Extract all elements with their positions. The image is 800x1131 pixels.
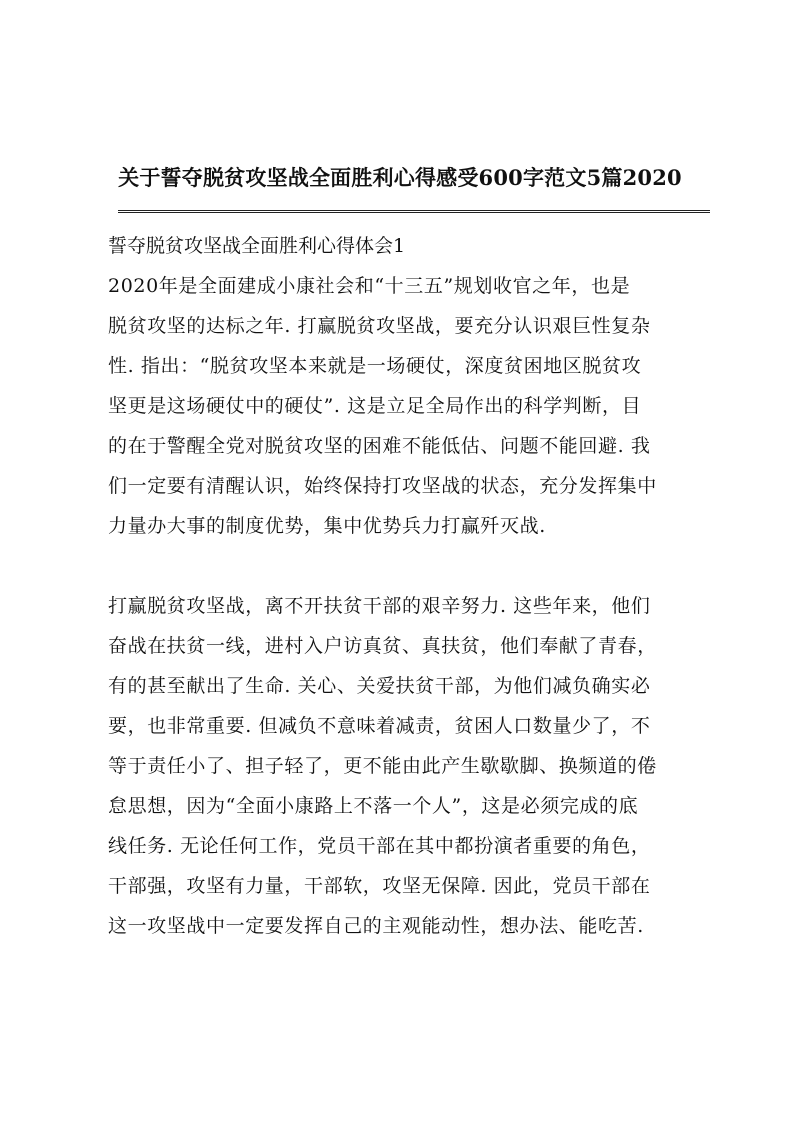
paragraph-line: 脱贫攻坚的达标之年. 打赢脱贫攻坚战，要充分认识艰巨性复杂 <box>108 315 651 337</box>
paragraph-line: 等于责任小了、担子轻了，更不能由此产生歇歇脚、换频道的倦 <box>108 755 657 777</box>
paragraph-1 <box>108 266 712 546</box>
paragraph-line: 奋战在扶贫一线，进村入户访真贫、真扶贫，他们奉献了青春， <box>108 635 657 657</box>
paragraph-line: 打赢脱贫攻坚战，离不开扶贫干部的艰辛努力. 这些年来，他们 <box>108 595 651 617</box>
section-heading: 誓夺脱贫攻坚战全面胜利心得体会1 <box>108 235 406 257</box>
paragraph-spacer <box>108 546 712 586</box>
paragraph-line: 的在于警醒全党对脱贫攻坚的困难不能低估、问题不能回避. 我 <box>108 435 651 457</box>
paragraph-line: 坚更是这场硬仗中的硬仗”. 这是立足全局作出的科学判断，目 <box>108 395 642 417</box>
paragraph-line: 有的甚至献出了生命. 关心、关爱扶贫干部，为他们减负确实必 <box>108 675 651 697</box>
paragraph-2 <box>108 586 712 946</box>
paragraph-line: 力量办大事的制度优势，集中优势兵力打赢歼灭战. <box>108 515 546 537</box>
document-body <box>108 226 712 946</box>
paragraph-line: 怠思想，因为“全面小康路上不落一个人”，这是必须完成的底 <box>108 795 639 817</box>
paragraph-line: 2020年是全面建成小康社会和“十三五”规划收官之年，也是 <box>108 275 631 297</box>
title-underline-rule <box>118 210 710 213</box>
paragraph-line: 这一攻坚战中一定要发挥自己的主观能动性，想办法、能吃苦. <box>108 915 644 937</box>
paragraph-line: 们一定要有清醒认识，始终保持打攻坚战的状态，充分发挥集中 <box>108 475 657 497</box>
paragraph-line: 性. 指出：“脱贫攻坚本来就是一场硬仗，深度贫困地区脱贫攻 <box>108 355 642 377</box>
document-title: 关于誓夺脱贫攻坚战全面胜利心得感受600字范文5篇2020 <box>118 165 682 190</box>
paragraph-line: 要，也非常重要. 但减负不意味着减责，贫困人口数量少了，不 <box>108 715 651 737</box>
paragraph-line: 干部强，攻坚有力量，干部软，攻坚无保障. 因此，党员干部在 <box>108 875 651 897</box>
paragraph-line: 线任务. 无论任何工作，党员干部在其中都扮演者重要的角色， <box>108 835 651 857</box>
